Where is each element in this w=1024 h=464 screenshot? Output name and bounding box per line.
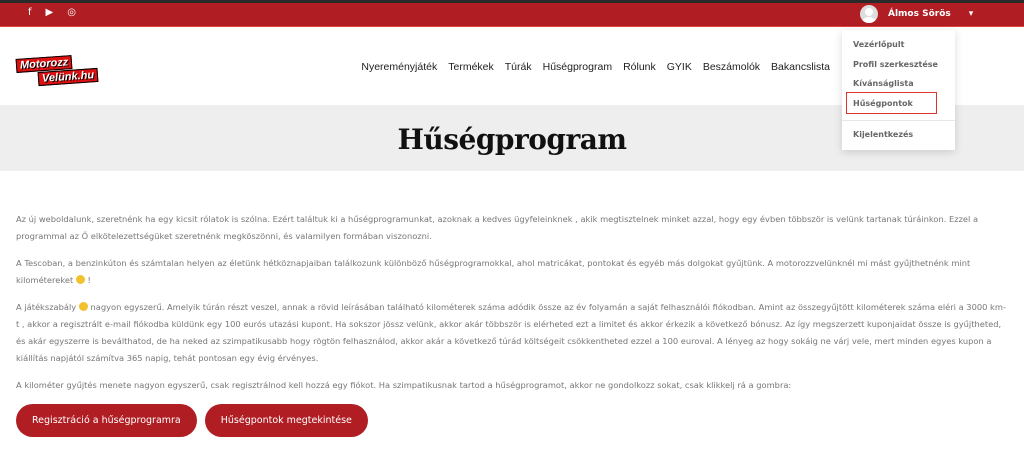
- paragraph: A kilométer gyűjtés menete nagyon egyszerű, csak regisztrálnod kell hozzá egy fiókot. Ha szimpatikusnak tartod a hűségprogramot, akkor ne gondolkozz sokat, csak klikkelj rá a gombra:: [16, 380, 792, 390]
- youtube-icon[interactable]: ▶: [45, 7, 54, 18]
- paragraph-text: A Tescoban, a benzinkúton és számtalan helyen az életünk hétköznapjaiban találkozunk különböző hűségprogramokkal, ahol matricákat, pontokat és egyéb más dolgokat gyűjtünk. A motorozzvelünknél mi mást gyűjthetnénk mint kilométereket: [16, 258, 971, 285]
- nav-gyik[interactable]: GYIK: [666, 61, 692, 73]
- site-logo[interactable]: [16, 56, 102, 85]
- top-bar: [0, 3, 1024, 27]
- nav-rolunk[interactable]: Rólunk: [623, 61, 656, 73]
- chevron-down-icon: ▾: [968, 9, 974, 19]
- nav-bakancslista[interactable]: Bakancslista: [771, 61, 830, 73]
- logo-line2: Velünk.hu: [38, 68, 99, 86]
- nav-husegprogram[interactable]: Hűségprogram: [542, 61, 613, 73]
- paragraph-prefix: A játékszabály: [16, 302, 79, 312]
- social-links: [28, 7, 76, 18]
- user-name: Álmos Sörös: [888, 9, 951, 19]
- page-title: Hűségprogram: [397, 123, 627, 156]
- user-dropdown-menu: [842, 30, 955, 150]
- menu-item-wishlist[interactable]: Kívánságlista: [853, 79, 914, 88]
- menu-item-edit-profile[interactable]: Profil szerkesztése: [853, 60, 938, 69]
- button-row: [16, 404, 1008, 437]
- facebook-icon[interactable]: f: [28, 7, 32, 18]
- paragraph: [16, 299, 1008, 367]
- register-button[interactable]: Regisztráció a hűségprogramra: [16, 404, 197, 437]
- paragraph-suffix: !: [84, 275, 91, 285]
- menu-item-loyalty-points[interactable]: Hűségpontok: [853, 99, 913, 108]
- page-content: [0, 171, 1024, 437]
- menu-item-logout[interactable]: Kijelentkezés: [853, 130, 914, 139]
- menu-divider: [842, 120, 955, 121]
- paragraph: [16, 255, 1008, 289]
- nav-termekek[interactable]: Termékek: [448, 61, 494, 73]
- smiley-icon: [79, 302, 88, 311]
- instagram-icon[interactable]: ◎: [67, 7, 76, 18]
- menu-item-dashboard[interactable]: Vezérlőpult: [853, 40, 905, 49]
- smiley-icon: [76, 275, 85, 284]
- avatar: [860, 5, 878, 23]
- main-nav: [361, 61, 830, 73]
- nav-beszamolok[interactable]: Beszámolók: [702, 61, 761, 73]
- nav-turak[interactable]: Túrák: [504, 61, 532, 73]
- logo-line1: Motorozz: [16, 55, 73, 73]
- paragraph: Az új weboldalunk, szeretnénk ha egy kicsit rólatok is szólna. Ezért találtuk ki a hűségprogramunkat, azoknak a kedves ügyfeleinknek , akik megtisztelnek minket azzal, hogy egy évben többször is velünk tartanak túráinkon. Ezzel a programmal az Ő elkötelezettségüket szeretnénk megköszönni, és valamilyen formában viszonozni.: [16, 214, 979, 241]
- view-points-button[interactable]: Hűségpontok megtekintése: [205, 404, 368, 437]
- paragraph-text: nagyon egyszerű. Amelyik túrán részt veszel, annak a rövid leírásában található kilométerek száma adódik össze az év folyamán a saját felhasználói fiókodban. Amint az összegyűjtött kilométerek száma eléri a 3000 km-t , akkor a regisztrált e-mail fiókodba küldünk egy 100 eurós utazási kupont. Ha sokszor jössz velünk, akkor akár többször is elérheted ezt a limitet és akkor érkezik a következő bónusz. Az így megszerzett kuponjaidat össze is gyűjtheted, és akár egyszerre is beválthatod, de ha neked az szimpatikusabb hogy rögtön felhasználod, akkor akár a következő túrád költségeit csökkentheted ezzel a 100 euroval. A lényeg az hogy sokáig ne várj vele, mert minden egyes kupon a kiállítás napjától számítva 365 napig, tehát pontosan egy évig érvényes.: [16, 302, 1006, 363]
- user-menu[interactable]: [860, 5, 973, 23]
- nav-nyeremenyjatek[interactable]: Nyereményjáték: [361, 61, 438, 73]
